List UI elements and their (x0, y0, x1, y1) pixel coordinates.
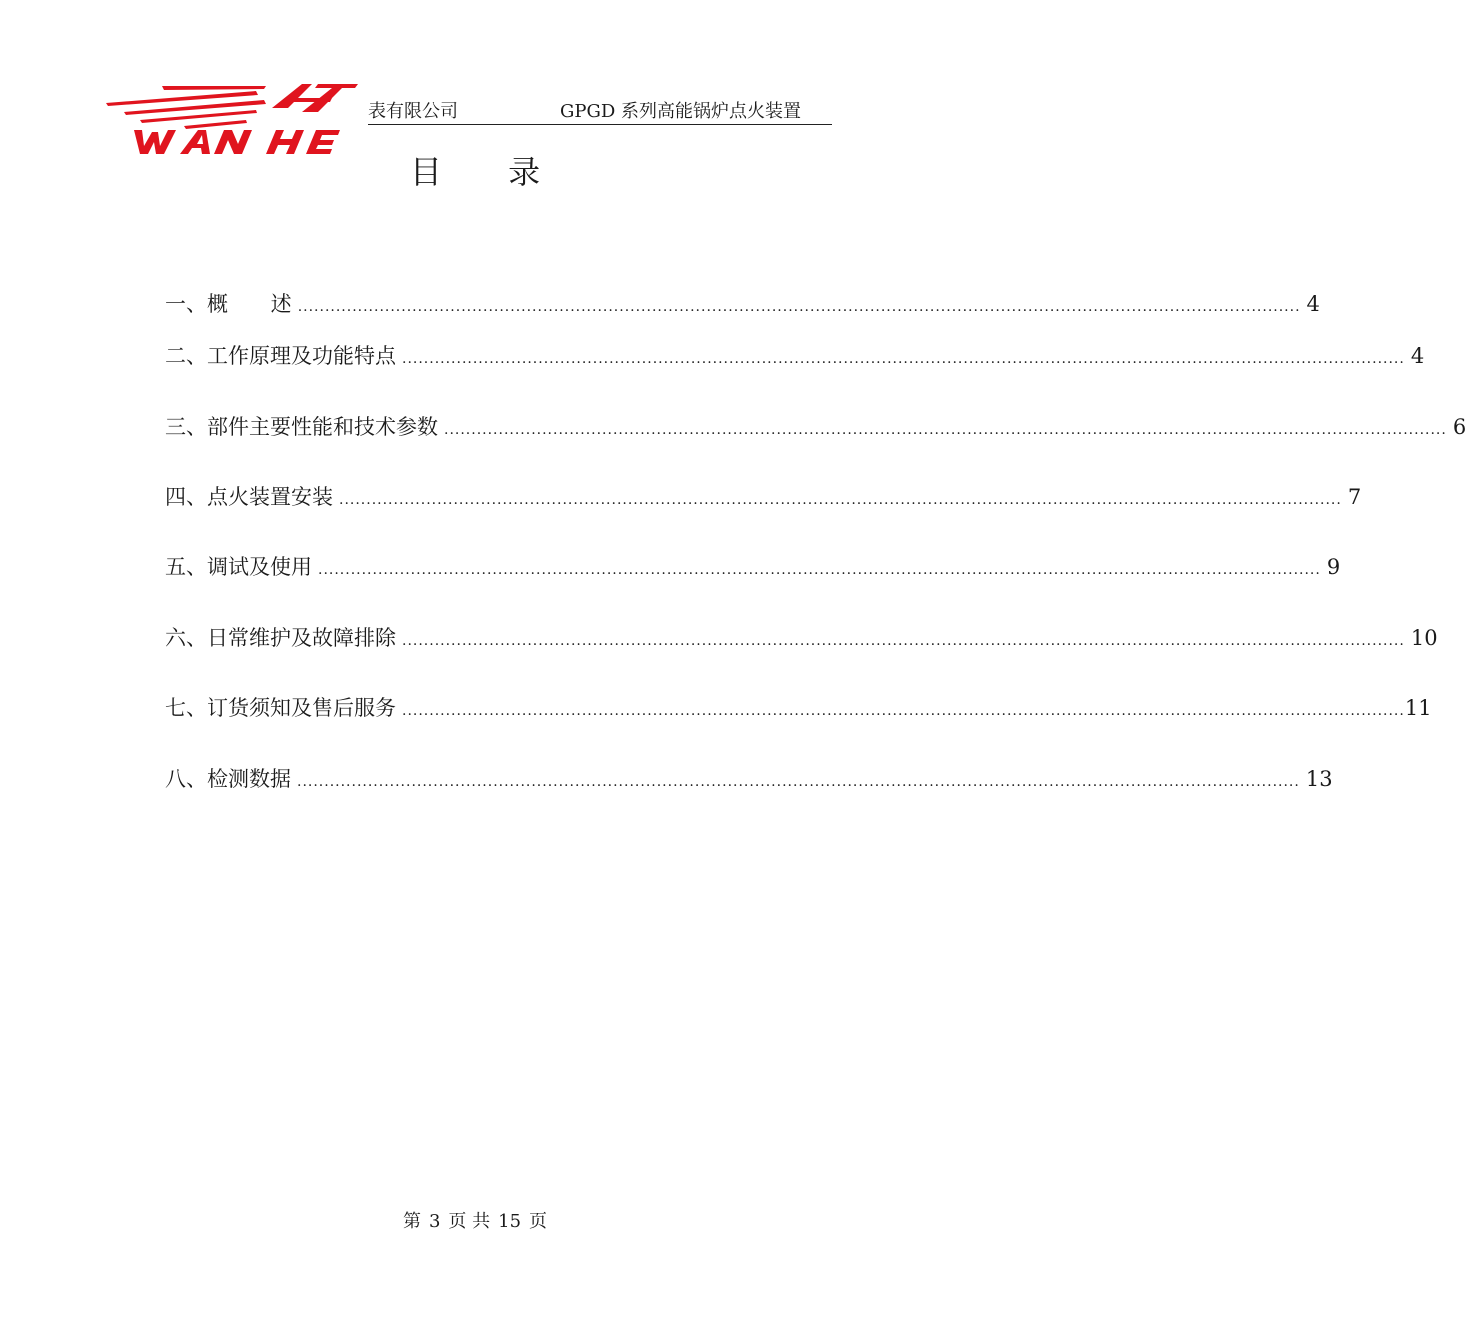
toc-entry[interactable] (165, 413, 1466, 444)
footer-suffix: 页 (529, 1211, 548, 1232)
footer-current-page: 3 (428, 1211, 441, 1232)
toc-entry[interactable] (165, 624, 1438, 655)
toc-entry[interactable] (165, 483, 1362, 514)
toc-dot-leader: ........................................................................................................................................................................................ (339, 492, 1342, 508)
toc-entry-label: 五、调试及使用 (165, 555, 312, 579)
toc-entry-label: 一、概 述 (165, 292, 292, 316)
toc-entry-label: 四、点火装置安装 (165, 485, 333, 509)
header-company-name: 表有限公司 (368, 101, 458, 122)
toc-dot-leader: ........................................................................................................................................................................................ (297, 774, 1300, 790)
wanhe-logo (106, 82, 358, 158)
footer-total-pages: 15 (498, 1211, 522, 1232)
toc-dot-leader: ........................................................................................................................................................................................ (402, 633, 1405, 649)
toc-dot-leader: ........................................................................................................................................................................................ (297, 299, 1301, 315)
toc-dot-leader: ........................................................................................................................................................................................ (402, 351, 1405, 367)
toc-entry-page: 13 (1305, 767, 1333, 791)
header-rule (368, 124, 832, 125)
toc-dot-leader: ........................................................................................................................................................................................ (318, 562, 1321, 578)
toc-entry[interactable] (165, 290, 1320, 321)
page-title: 目 录 (409, 153, 569, 191)
toc-entry[interactable] (165, 553, 1341, 584)
footer-prefix: 第 (402, 1211, 421, 1232)
footer-mid: 页 共 (448, 1211, 491, 1232)
toc-entry-label: 八、检测数据 (165, 767, 291, 791)
toc-entry-label: 三、部件主要性能和技术参数 (165, 415, 438, 439)
header-product-name: GPGD 系列高能锅炉点火装置 (560, 101, 802, 122)
toc-dot-leader: ........................................................................................................................................................................................ (402, 703, 1405, 719)
toc-entry-page: 4 (1306, 292, 1320, 316)
toc-entry-label: 二、工作原理及功能特点 (165, 344, 396, 368)
toc-entry[interactable] (165, 342, 1425, 373)
toc-entry-page: 10 (1410, 626, 1438, 650)
toc-entry-label: 七、订货须知及售后服务 (165, 696, 396, 720)
toc-entry-page: 6 (1452, 415, 1466, 439)
toc-entry[interactable] (165, 694, 1432, 725)
toc-entry[interactable] (165, 765, 1333, 796)
toc-entry-page: 11 (1404, 696, 1432, 720)
toc-entry-page: 4 (1410, 344, 1425, 368)
toc-dot-leader: ........................................................................................................................................................................................ (444, 422, 1447, 438)
toc-entry-label: 六、日常维护及故障排除 (165, 626, 396, 650)
toc-entry-page: 7 (1347, 485, 1362, 509)
page-footer (0, 1210, 950, 1234)
toc-entry-page: 9 (1326, 555, 1341, 579)
